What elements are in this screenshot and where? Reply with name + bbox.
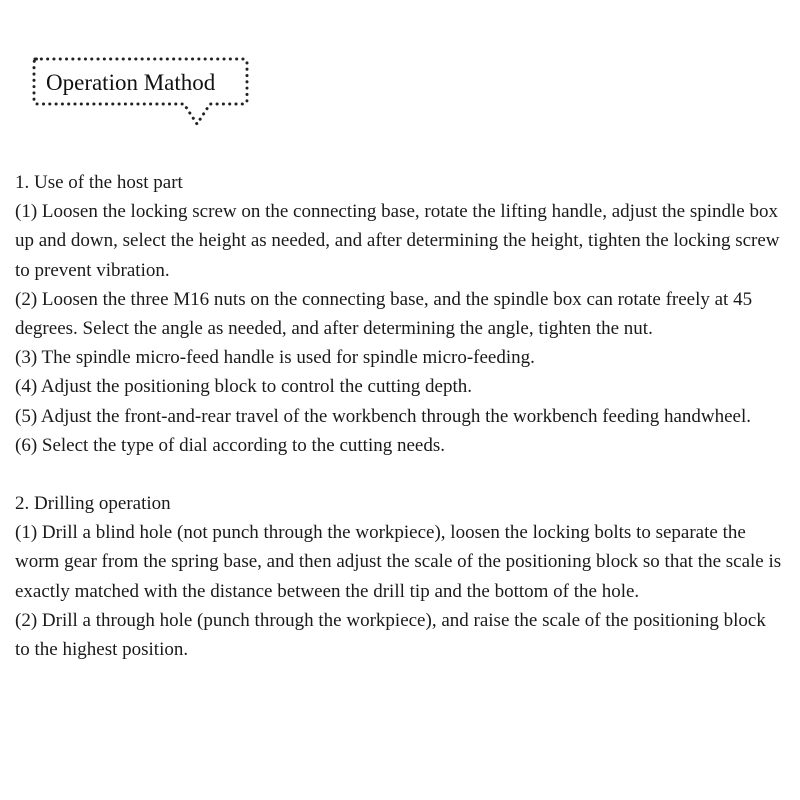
- heading-callout: [30, 55, 250, 130]
- page-title: Operation Mathod: [46, 70, 216, 95]
- instruction-paragraph: (5) Adjust the front-and-rear travel of the workbench through the workbench feeding handwheel.: [15, 405, 751, 427]
- section-title: 1. Use of the host part: [15, 172, 183, 193]
- section-drilling-operation: [15, 489, 785, 664]
- instruction-paragraph: (1) Drill a blind hole (not punch through the workpiece), loosen the locking bolts to separate the worm gear from the spring base, and then adjust the scale of the positioning block so that the scale is exactly matched with the distance between the drill tip and the bottom of the hole.: [15, 522, 782, 602]
- instruction-paragraph: (2) Loosen the three M16 nuts on the connecting base, and the spindle box can rotate freely at 45 degrees. Select the angle as needed, and after determining the angle, tighten the nut.: [15, 288, 753, 340]
- instructions-body: [15, 168, 785, 664]
- section-host-part: [15, 168, 785, 460]
- instruction-paragraph: (6) Select the type of dial according to the cutting needs.: [15, 434, 445, 456]
- section-spacer: [15, 460, 785, 489]
- instruction-paragraph: (2) Drill a through hole (punch through the workpiece), and raise the scale of the positioning block to the highest position.: [15, 609, 766, 661]
- instruction-paragraph: (4) Adjust the positioning block to control the cutting depth.: [15, 376, 473, 398]
- instruction-paragraph: (1) Loosen the locking screw on the connecting base, rotate the lifting handle, adjust the spindle box up and down, select the height as needed, and after determining the height, tighten the locking screw to prevent vibration.: [15, 201, 780, 281]
- section-title: 2. Drilling operation: [15, 493, 171, 515]
- instruction-paragraph: (3) The spindle micro-feed handle is used for spindle micro-feeding.: [15, 347, 535, 369]
